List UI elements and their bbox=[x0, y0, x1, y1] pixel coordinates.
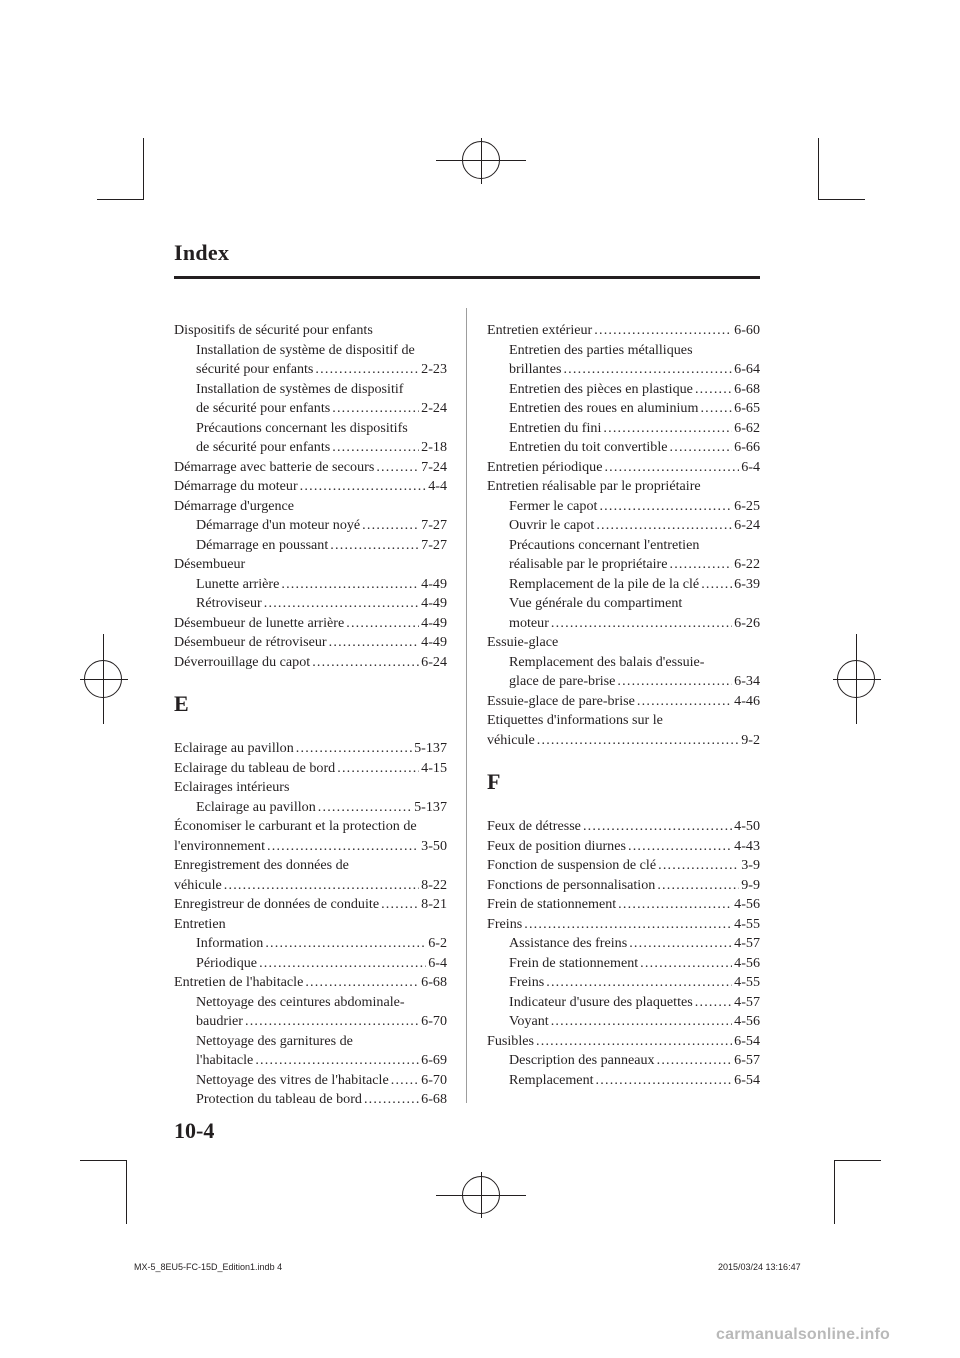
index-entry bbox=[174, 759, 447, 779]
entry-text: véhicule bbox=[174, 876, 222, 893]
entry-text: Frein de stationnement bbox=[509, 954, 639, 971]
index-subentry bbox=[174, 360, 447, 380]
entry-text: Essuie-glace de pare-brise bbox=[487, 692, 635, 709]
dot-leader bbox=[312, 653, 419, 673]
index-letter-heading: F bbox=[487, 769, 501, 794]
entry-text: Rétroviseur bbox=[196, 595, 262, 611]
dot-leader bbox=[259, 954, 426, 974]
index-entry bbox=[174, 876, 447, 896]
entry-text: Protection du tableau de bord bbox=[196, 1091, 362, 1107]
entry-page-ref: 9-2 bbox=[741, 731, 760, 748]
dot-leader bbox=[669, 555, 732, 575]
index-subentry bbox=[487, 360, 760, 380]
dot-leader bbox=[617, 672, 732, 692]
index-subentry-line: Installation de systèmes de dispositif bbox=[196, 380, 404, 397]
entry-text: Démarrage avec batterie de secours bbox=[174, 458, 375, 475]
entry-text: Entretien périodique bbox=[487, 458, 603, 475]
entry-page-ref: 8-22 bbox=[421, 876, 447, 893]
index-subentry bbox=[174, 1012, 447, 1032]
entry-text: Freins bbox=[509, 974, 545, 990]
entry-page-ref: 4-57 bbox=[734, 993, 760, 1010]
entry-page-ref: 6-24 bbox=[734, 517, 760, 533]
entry-text: Assistance des freins bbox=[509, 935, 628, 951]
entry-text: Désembueur de lunette arrière bbox=[174, 614, 345, 631]
entry-text: Entretien extérieur bbox=[487, 322, 593, 338]
entry-text: Eclairage au pavillon bbox=[174, 740, 294, 756]
index-entry bbox=[174, 653, 447, 673]
entry-text: Fonction de suspension de clé bbox=[487, 857, 657, 873]
index-subentry bbox=[174, 438, 447, 458]
entry-text: Démarrage du moteur bbox=[174, 478, 298, 494]
index-entry-heading: Enregistrement des données de bbox=[174, 857, 349, 873]
index-subentry bbox=[174, 934, 447, 954]
entry-text: Indicateur d'usure des plaquettes bbox=[509, 993, 693, 1010]
dot-leader bbox=[657, 1051, 733, 1071]
entry-page-ref: 4-49 bbox=[421, 595, 447, 611]
index-entry bbox=[487, 458, 760, 478]
dot-leader bbox=[537, 731, 739, 751]
entry-page-ref: 2-23 bbox=[421, 361, 447, 377]
entry-text: Feux de détresse bbox=[487, 818, 581, 834]
index-subentry bbox=[174, 594, 447, 614]
entry-page-ref: 6-69 bbox=[421, 1052, 447, 1068]
entry-page-ref: 4-15 bbox=[421, 759, 447, 776]
header-rule bbox=[174, 276, 760, 279]
entry-page-ref: 6-22 bbox=[734, 556, 760, 572]
entry-page-ref: 6-65 bbox=[734, 400, 760, 416]
index-subentry bbox=[487, 614, 760, 634]
index-entry-heading: Entretien réalisable par le propriétaire bbox=[487, 478, 701, 494]
entry-page-ref: 6-68 bbox=[734, 380, 760, 397]
dot-leader bbox=[604, 458, 739, 478]
entry-page-ref: 7-27 bbox=[421, 536, 447, 553]
entry-text: Ouvrir le capot bbox=[509, 517, 595, 533]
dot-leader bbox=[315, 360, 419, 380]
page-number: 10-4 bbox=[174, 1118, 215, 1143]
dot-leader bbox=[536, 1032, 732, 1052]
index-entry bbox=[487, 876, 760, 896]
entry-page-ref: 6-70 bbox=[421, 1013, 447, 1029]
entry-page-ref: 2-18 bbox=[421, 439, 447, 455]
entry-page-ref: 6-34 bbox=[734, 673, 760, 689]
entry-text: véhicule bbox=[487, 731, 535, 748]
dot-leader bbox=[346, 614, 419, 634]
index-column-left bbox=[174, 321, 447, 1110]
index-subentry bbox=[487, 438, 760, 458]
page-title: Index bbox=[174, 240, 230, 265]
index-subentry-line: Nettoyage des ceintures abdominale- bbox=[196, 993, 405, 1010]
entry-page-ref: 4-49 bbox=[421, 634, 447, 650]
index-entry bbox=[487, 321, 760, 341]
dot-leader bbox=[281, 575, 419, 595]
dot-leader bbox=[318, 798, 412, 818]
index-entry bbox=[174, 633, 447, 653]
entry-text: Freins bbox=[487, 915, 523, 932]
index-subentry bbox=[487, 973, 760, 993]
index-subentry-line: Remplacement des balais d'essuie- bbox=[509, 653, 705, 670]
entry-page-ref: 5-137 bbox=[414, 740, 447, 756]
index-subentry bbox=[174, 954, 447, 974]
footer-date-label: 2015/03/24 13:16:47 bbox=[718, 1262, 801, 1272]
dot-leader bbox=[628, 837, 732, 857]
dot-leader bbox=[245, 1012, 419, 1032]
dot-leader bbox=[618, 895, 732, 915]
entry-text: réalisable par le propriétaire bbox=[509, 556, 668, 572]
index-entry bbox=[174, 973, 447, 993]
entry-text: Description des panneaux bbox=[509, 1052, 655, 1068]
index-subentry bbox=[174, 1071, 447, 1091]
index-subentry-line: Vue générale du compartiment bbox=[509, 595, 683, 611]
entry-text: Remplacement de la pile de la clé bbox=[509, 575, 700, 592]
entry-text: Démarrage d'un moteur noyé bbox=[196, 517, 361, 533]
index-entry bbox=[174, 614, 447, 634]
entry-text: Démarrage en poussant bbox=[196, 536, 329, 553]
entry-page-ref: 6-54 bbox=[734, 1032, 760, 1049]
dot-leader bbox=[700, 399, 732, 419]
entry-page-ref: 7-27 bbox=[421, 517, 447, 533]
index-entry-heading: Eclairages intérieurs bbox=[174, 779, 290, 795]
dot-leader bbox=[637, 692, 732, 712]
dot-leader bbox=[603, 419, 732, 439]
entry-text: Entretien du toit convertible bbox=[509, 439, 668, 455]
entry-text: Déverrouillage du capot bbox=[174, 653, 311, 670]
dot-leader bbox=[332, 399, 419, 419]
dot-leader bbox=[267, 837, 419, 857]
watermark: carmanualsonline.info bbox=[716, 1326, 891, 1343]
index-entry bbox=[174, 895, 447, 915]
entry-page-ref: 6-68 bbox=[421, 1091, 447, 1107]
entry-text: Information bbox=[196, 935, 264, 951]
entry-page-ref: 6-70 bbox=[421, 1071, 447, 1088]
dot-leader bbox=[337, 759, 419, 779]
index-entry bbox=[487, 915, 760, 935]
dot-leader bbox=[524, 915, 732, 935]
index-subentry-line: Entretien des parties métalliques bbox=[509, 341, 693, 358]
entry-text: sécurité pour enfants bbox=[196, 361, 314, 377]
index-subentry-line: Précautions concernant l'entretien bbox=[509, 536, 700, 553]
entry-page-ref: 6-4 bbox=[428, 954, 447, 971]
entry-page-ref: 3-50 bbox=[421, 837, 447, 854]
dot-leader bbox=[362, 516, 419, 536]
index-entry bbox=[487, 817, 760, 837]
entry-page-ref: 4-55 bbox=[734, 974, 760, 990]
dot-leader bbox=[391, 1071, 419, 1091]
index-entry-heading: Économiser le carburant et la protection de bbox=[174, 818, 417, 834]
dot-leader bbox=[599, 497, 732, 517]
dot-leader bbox=[596, 1071, 733, 1091]
index-subentry-line: Nettoyage des garnitures de bbox=[196, 1032, 353, 1049]
index-entry bbox=[174, 458, 447, 478]
index-entry bbox=[487, 856, 760, 876]
entry-page-ref: 4-56 bbox=[734, 954, 760, 971]
entry-text: Nettoyage des vitres de l'habitacle bbox=[196, 1071, 389, 1088]
dot-leader bbox=[364, 1090, 419, 1110]
entry-page-ref: 4-50 bbox=[734, 818, 760, 834]
index-subentry bbox=[487, 497, 760, 517]
entry-text: Fusibles bbox=[487, 1032, 534, 1049]
index-entry-heading: Essuie-glace bbox=[487, 634, 559, 650]
entry-text: Lunette arrière bbox=[196, 575, 280, 592]
entry-page-ref: 2-24 bbox=[421, 400, 447, 416]
entry-page-ref: 6-54 bbox=[734, 1071, 760, 1088]
dot-leader bbox=[596, 516, 732, 536]
entry-text: baudrier bbox=[196, 1013, 243, 1029]
entry-text: glace de pare-brise bbox=[509, 673, 616, 689]
dot-leader bbox=[300, 477, 427, 497]
entry-page-ref: 4-57 bbox=[734, 935, 760, 951]
dot-leader bbox=[305, 973, 419, 993]
entry-page-ref: 6-57 bbox=[734, 1052, 760, 1068]
index-subentry bbox=[487, 380, 760, 400]
dot-leader bbox=[701, 575, 732, 595]
entry-text: Eclairage au pavillon bbox=[196, 798, 316, 815]
entry-text: Enregistreur de données de conduite bbox=[174, 896, 380, 912]
footer-file-label: MX-5_8EU5-FC-15D_Edition1.indb 4 bbox=[134, 1262, 283, 1272]
entry-text: Feux de position diurnes bbox=[487, 837, 626, 854]
dot-leader bbox=[594, 321, 732, 341]
dot-leader bbox=[381, 895, 419, 915]
dot-leader bbox=[255, 1051, 419, 1071]
entry-page-ref: 4-56 bbox=[734, 896, 760, 912]
entry-page-ref: 7-24 bbox=[421, 458, 447, 475]
dot-leader bbox=[329, 633, 420, 653]
dot-leader bbox=[546, 973, 732, 993]
index-subentry bbox=[174, 516, 447, 536]
entry-text: Eclairage du tableau de bord bbox=[174, 759, 336, 776]
index-entry bbox=[487, 1032, 760, 1052]
index-subentry bbox=[487, 1071, 760, 1091]
entry-text: Périodique bbox=[196, 954, 258, 971]
dot-leader bbox=[658, 856, 739, 876]
entry-text: Désembueur de rétroviseur bbox=[174, 634, 327, 650]
index-subentry bbox=[487, 419, 760, 439]
dot-leader bbox=[695, 380, 732, 400]
index-entry-heading: Démarrage d'urgence bbox=[174, 497, 295, 514]
entry-page-ref: 6-64 bbox=[734, 361, 760, 377]
index-entry-heading: Désembueur bbox=[174, 556, 246, 572]
index-column-right bbox=[487, 321, 760, 1090]
entry-page-ref: 8-21 bbox=[421, 896, 447, 912]
dot-leader bbox=[224, 876, 419, 896]
entry-text: l'environnement bbox=[174, 837, 265, 854]
dot-leader bbox=[376, 458, 419, 478]
index-subentry bbox=[487, 1012, 760, 1032]
dot-leader bbox=[330, 536, 419, 556]
dot-leader bbox=[583, 817, 732, 837]
index-subentry bbox=[174, 399, 447, 419]
entry-page-ref: 6-68 bbox=[421, 974, 447, 990]
entry-text: Fonctions de personnalisation bbox=[487, 876, 656, 893]
dot-leader bbox=[265, 934, 426, 954]
index-subentry bbox=[487, 672, 760, 692]
entry-text: l'habitacle bbox=[196, 1052, 254, 1068]
entry-text: Voyant bbox=[509, 1013, 549, 1029]
index-entry-heading: Etiquettes d'informations sur le bbox=[487, 712, 663, 728]
entry-text: Entretien de l'habitacle bbox=[174, 974, 304, 990]
entry-page-ref: 4-4 bbox=[428, 478, 447, 494]
entry-text: Fermer le capot bbox=[509, 497, 598, 514]
index-entry bbox=[487, 731, 760, 751]
dot-leader bbox=[296, 739, 412, 759]
index-entry bbox=[487, 837, 760, 857]
entry-page-ref: 9-9 bbox=[741, 876, 760, 893]
index-subentry bbox=[487, 993, 760, 1013]
entry-page-ref: 6-24 bbox=[421, 653, 447, 670]
index-subentry bbox=[174, 575, 447, 595]
dot-leader bbox=[640, 954, 732, 974]
entry-page-ref: 3-9 bbox=[741, 857, 760, 873]
index-subentry bbox=[174, 798, 447, 818]
dot-leader bbox=[695, 993, 732, 1013]
index-subentry bbox=[487, 516, 760, 536]
entry-page-ref: 4-49 bbox=[421, 614, 447, 631]
dot-leader bbox=[657, 876, 739, 896]
entry-text: Entretien des roues en aluminium bbox=[509, 400, 699, 416]
entry-text: Remplacement bbox=[509, 1071, 594, 1088]
entry-page-ref: 6-66 bbox=[734, 439, 760, 455]
index-entry-heading: Dispositifs de sécurité pour enfants bbox=[174, 322, 373, 338]
index-subentry-line: Installation de système de dispositif de bbox=[196, 341, 415, 358]
index-entry bbox=[487, 895, 760, 915]
dot-leader bbox=[563, 360, 732, 380]
index-subentry bbox=[487, 555, 760, 575]
entry-page-ref: 6-60 bbox=[734, 322, 760, 338]
index-subentry bbox=[487, 954, 760, 974]
entry-page-ref: 6-4 bbox=[741, 458, 760, 475]
index-subentry bbox=[174, 1090, 447, 1110]
entry-page-ref: 6-2 bbox=[428, 935, 447, 951]
column-divider bbox=[466, 308, 467, 1103]
dot-leader bbox=[332, 438, 419, 458]
entry-text: Entretien du fini bbox=[509, 419, 602, 436]
entry-text: Entretien des pièces en plastique bbox=[509, 380, 693, 397]
entry-page-ref: 4-56 bbox=[734, 1013, 760, 1029]
entry-page-ref: 4-46 bbox=[734, 692, 760, 709]
entry-text: Frein de stationnement bbox=[487, 896, 617, 912]
index-entry-heading: Entretien bbox=[174, 915, 226, 932]
entry-page-ref: 6-39 bbox=[734, 575, 760, 592]
entry-text: moteur bbox=[509, 614, 549, 631]
entry-page-ref: 4-49 bbox=[421, 575, 447, 592]
entry-text: brillantes bbox=[509, 361, 562, 377]
index-entry bbox=[174, 477, 447, 497]
index-subentry bbox=[487, 399, 760, 419]
dot-leader bbox=[264, 594, 419, 614]
entry-text: de sécurité pour enfants bbox=[196, 439, 331, 455]
index-subentry bbox=[174, 536, 447, 556]
entry-text: de sécurité pour enfants bbox=[196, 400, 331, 416]
dot-leader bbox=[551, 1012, 732, 1032]
entry-page-ref: 4-55 bbox=[734, 915, 760, 932]
entry-page-ref: 6-26 bbox=[734, 614, 760, 631]
index-entry bbox=[174, 837, 447, 857]
index-entry bbox=[174, 739, 447, 759]
index-subentry bbox=[487, 575, 760, 595]
dot-leader bbox=[551, 614, 732, 634]
entry-page-ref: 5-137 bbox=[414, 798, 447, 815]
dot-leader bbox=[670, 438, 733, 458]
index-letter-heading: E bbox=[174, 691, 189, 716]
entry-page-ref: 6-25 bbox=[734, 497, 760, 514]
entry-page-ref: 4-43 bbox=[734, 837, 760, 854]
index-subentry bbox=[487, 1051, 760, 1071]
index-entry bbox=[487, 692, 760, 712]
entry-page-ref: 6-62 bbox=[734, 419, 760, 436]
index-subentry bbox=[174, 1051, 447, 1071]
index-subentry-line: Précautions concernant les dispositifs bbox=[196, 419, 408, 436]
dot-leader bbox=[629, 934, 732, 954]
index-subentry bbox=[487, 934, 760, 954]
